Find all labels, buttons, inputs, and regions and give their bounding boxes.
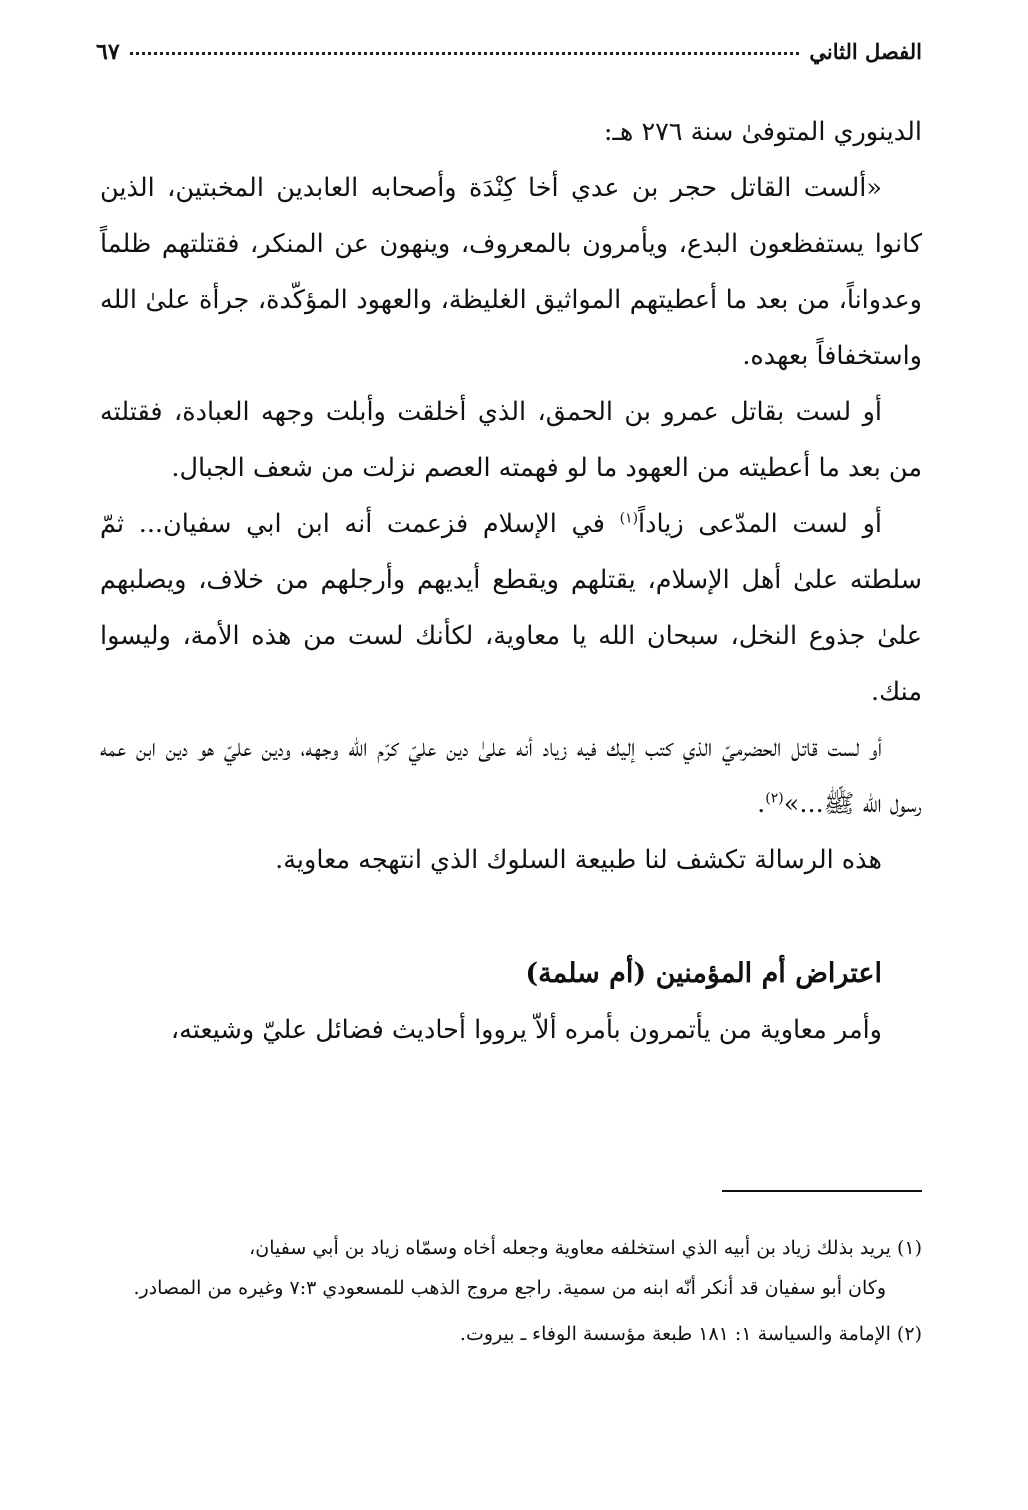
header-dot-leader [130, 34, 800, 55]
paragraph-5: هذه الرسالة تكشف لنا طبيعة السلوك الذي انتهجه معاوية. [275, 845, 882, 875]
footnote-1-line-1: (١) يريد بذلك زياد بن أبيه الذي استخلفه معاوية وجعله أخاه وسمّاه زياد بن أبي سفيان، [249, 1237, 922, 1259]
paragraph-3 [100, 496, 922, 720]
footnotes [100, 1228, 922, 1354]
section-gap [100, 888, 922, 946]
paragraph-6: وأمر معاوية من يأتمرون بأمره ألاّ يرووا أحاديث فضائل عليّ وشيعته، [170, 1015, 882, 1045]
intro-line: الدينوري المتوفىٰ سنة ٢٧٦ هـ: [603, 117, 922, 147]
paragraph-4-end: . [757, 789, 766, 819]
chapter-title: الفصل الثاني [809, 39, 922, 64]
page-number: ٦٧ [96, 39, 120, 65]
page-header [96, 38, 922, 78]
footnote-2: (٢) الإمامة والسياسة ١: ١٨١ طبعة مؤسسة الوفاء ـ بيروت. [459, 1323, 922, 1345]
paragraph-2: أو لست بقاتل عمرو بن الحمق، الذي أخلقت وأبلت وجهه العبادة، فقتلته من بعد ما أعطيته من العهود ما لو فهمته العصم نزلت من شعف الجبال. [100, 397, 922, 483]
paragraph-4-start: أو لست قاتل الحضرميّ الذي كتب إليك فيه زياد أنه علىٰ دين عليّ كرّم الله وجهه، ودين عليّ هو دين ابن عمه رسول الله ﷺ...» [100, 733, 922, 819]
footnote-ref-2: (٢) [765, 790, 784, 807]
paragraph-4 [100, 720, 922, 832]
footnote-1-line-2: وكان أبو سفيان قد أنكر أنّه ابنه من سمية. راجع مروج الذهب للمسعودي ٧:٣ وغيره من المصادر. [133, 1277, 886, 1299]
footnote-ref-1: (١) [619, 510, 639, 527]
paragraph-1: «ألست القاتل حجر بن عدي أخا كِنْدَة وأصحابه العابدين المخبتين، الذين كانوا يستفظعون البدع، ويأمرون بالمعروف، وينهون عن المنكر، فقتلتهم ظلماً وعدواناً، من بعد ما أعطيتهم المواثيق الغليظة، والعهود المؤكّدة، جرأة علىٰ الله واستخفافاً بعهده. [100, 173, 922, 371]
footnote-separator [722, 1190, 922, 1192]
main-text [100, 104, 922, 1058]
section-heading: اعتراض أم المؤمنين (أم سلمة) [525, 958, 882, 989]
paragraph-3-start: أو لست المدّعى زياداً [638, 509, 882, 539]
paragraph-3-rest: في الإسلام فزعمت أنه ابن ابي سفيان... ثمّ سلطته علىٰ أهل الإسلام، يقتلهم ويقطع أيديهم وأرجلهم من خلاف، ويصلبهم علىٰ جذوع النخل، سبحان الله يا معاوية، لكأنك لست من هذه الأمة، وليسوا منك. [100, 509, 923, 707]
